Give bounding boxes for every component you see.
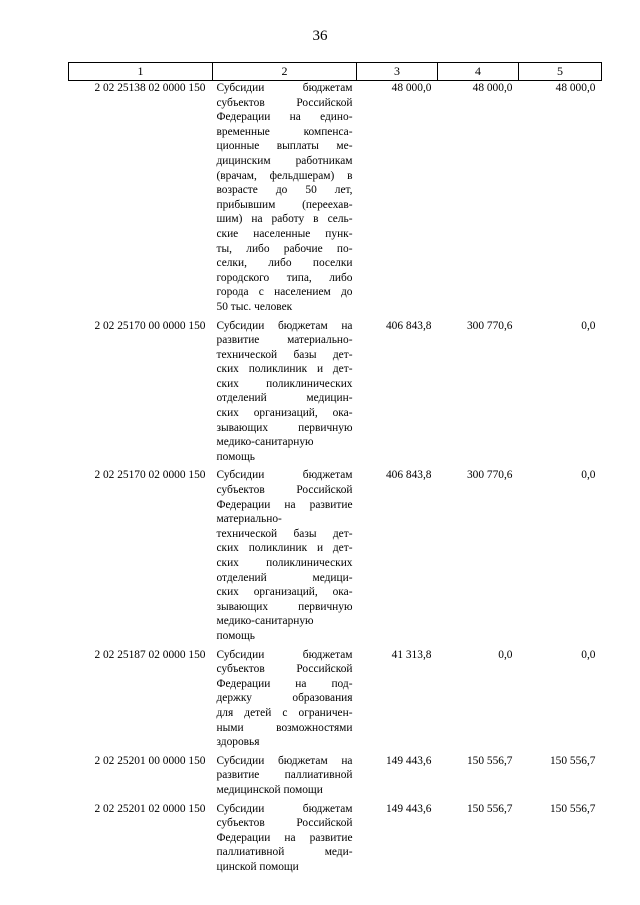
amount-cell-col-4: 48 000,0: [472, 82, 513, 94]
description-line: Субсидии бюджетам: [216, 469, 353, 482]
description-line: развитие паллиативной: [216, 769, 353, 782]
description-line: Федерации на развитие: [216, 831, 353, 844]
description-line: паллиативной меди-: [216, 846, 353, 859]
table-row: [69, 319, 602, 465]
budget-table: [68, 62, 602, 874]
description-line: (врачам, фельдшерам) в: [216, 169, 353, 182]
amount-cell-col-4: 150 556,7: [466, 754, 513, 767]
table-row: [69, 468, 602, 643]
description-line: ских поликлиник и дет-: [216, 363, 353, 376]
description-line: медико-санитарную: [216, 436, 314, 449]
description-line: 50 тыс. человек: [216, 300, 293, 313]
column-header-4: 4: [438, 63, 519, 81]
amount-cell-col-3: 406 843,8: [385, 469, 432, 482]
description-line: отделений медицин-: [216, 392, 353, 405]
amount-cell-col-4: 0,0: [498, 648, 513, 661]
table-header: [69, 63, 602, 81]
description-line: ских организаций, ока-: [216, 586, 353, 599]
description-line: Субсидии бюджетам на: [216, 319, 353, 332]
budget-code-cell: 2 02 25138 02 0000 150: [94, 82, 206, 94]
description-line: ские населенные пунк-: [216, 227, 353, 240]
description-line: Федерации на едино-: [216, 111, 353, 124]
amount-cell-col-5: 48 000,0: [555, 82, 596, 94]
amount-cell-col-5: 0,0: [581, 319, 596, 332]
description-cell: [213, 319, 357, 465]
description-line: дицинским работникам: [216, 154, 353, 167]
description-line: медико-санитарную: [216, 615, 314, 628]
description-line: материально-: [216, 513, 282, 526]
amount-cell-col-3: 48 000,0: [391, 82, 432, 94]
description-line: технической базы дет-: [216, 348, 353, 361]
description-line: здоровья: [216, 736, 260, 749]
description-line: Субсидии бюджетам: [216, 802, 353, 815]
table-row: [69, 648, 602, 750]
column-header-2: 2: [213, 63, 357, 81]
description-line: ских поликлинических: [216, 557, 353, 569]
description-line: ными возможностями: [216, 721, 353, 734]
description-line: отделений медици-: [216, 571, 353, 584]
amount-cell-col-5: 150 556,7: [549, 802, 596, 815]
budget-code-cell: 2 02 25170 02 0000 150: [94, 469, 206, 482]
amount-cell-col-4: 150 556,7: [466, 802, 513, 815]
description-line: помощь: [216, 629, 255, 642]
amount-cell-col-5: 0,0: [581, 469, 596, 482]
description-line: городского типа, либо: [216, 271, 353, 284]
description-line: Субсидии бюджетам: [216, 648, 353, 661]
amount-cell-col-3: 149 443,6: [385, 754, 432, 767]
description-line: ских поликлинических: [216, 377, 353, 390]
column-header-5: 5: [519, 63, 602, 81]
column-header-1: 1: [69, 63, 213, 81]
budget-code-cell: 2 02 25187 02 0000 150: [94, 648, 206, 661]
description-line: города с населением до: [216, 286, 353, 299]
page-number: 36: [312, 28, 328, 44]
description-line: субъектов Российской: [216, 817, 353, 830]
description-line: возрасте до 50 лет,: [216, 184, 353, 197]
description-line: ских организаций, ока-: [216, 407, 353, 420]
header-row: [69, 63, 602, 81]
description-line: Субсидии бюджетам на: [216, 754, 353, 767]
budget-code-cell: 2 02 25201 02 0000 150: [94, 802, 206, 815]
description-line: ционные выплаты ме-: [216, 140, 353, 153]
description-cell: [213, 802, 357, 875]
description-line: прибывшим (переехав-: [216, 198, 353, 211]
amount-cell-col-4: 300 770,6: [466, 469, 513, 482]
amount-cell-col-4: 300 770,6: [466, 319, 513, 332]
description-line: субъектов Российской: [216, 663, 353, 676]
description-line: зывающих первичную: [216, 600, 353, 613]
amount-cell-col-5: 0,0: [581, 648, 596, 661]
description-cell: [213, 754, 357, 798]
description-line: шим) на работу в сель-: [216, 213, 353, 226]
table-row: [69, 802, 602, 875]
table-row: [69, 81, 602, 315]
amount-cell-col-5: 150 556,7: [549, 754, 596, 767]
description-line: временные компенса-: [216, 125, 353, 138]
description-cell: [213, 81, 357, 315]
amount-cell-col-3: 406 843,8: [385, 319, 432, 332]
description-line: ты, либо рабочие по-: [216, 242, 353, 255]
amount-cell-col-3: 41 313,8: [391, 648, 432, 661]
description-line: субъектов Российской: [216, 484, 353, 497]
description-cell: [213, 648, 357, 750]
description-line: субъектов Российской: [216, 96, 353, 109]
budget-code-cell: 2 02 25201 00 0000 150: [94, 754, 206, 767]
description-line: селки, либо поселки: [216, 257, 353, 270]
description-line: ских поликлиник и дет-: [216, 542, 353, 555]
description-line: Субсидии бюджетам: [216, 82, 353, 94]
description-line: для детей с ограничен-: [216, 706, 353, 719]
table-body: [69, 81, 602, 875]
description-line: Федерации на под-: [216, 677, 353, 690]
description-line: развитие материально-: [216, 334, 353, 347]
description-line: помощь: [216, 450, 255, 463]
description-line: технической базы дет-: [216, 527, 353, 540]
table-row: [69, 754, 602, 798]
description-line: Федерации на развитие: [216, 498, 353, 511]
description-line: зывающих первичную: [216, 421, 353, 434]
description-line: держку образования: [216, 692, 353, 705]
description-cell: [213, 468, 357, 643]
description-line: медицинской помощи: [216, 783, 323, 796]
amount-cell-col-3: 149 443,6: [385, 802, 432, 815]
description-line: цинской помощи: [216, 860, 299, 873]
budget-code-cell: 2 02 25170 00 0000 150: [94, 319, 206, 332]
column-header-3: 3: [357, 63, 438, 81]
